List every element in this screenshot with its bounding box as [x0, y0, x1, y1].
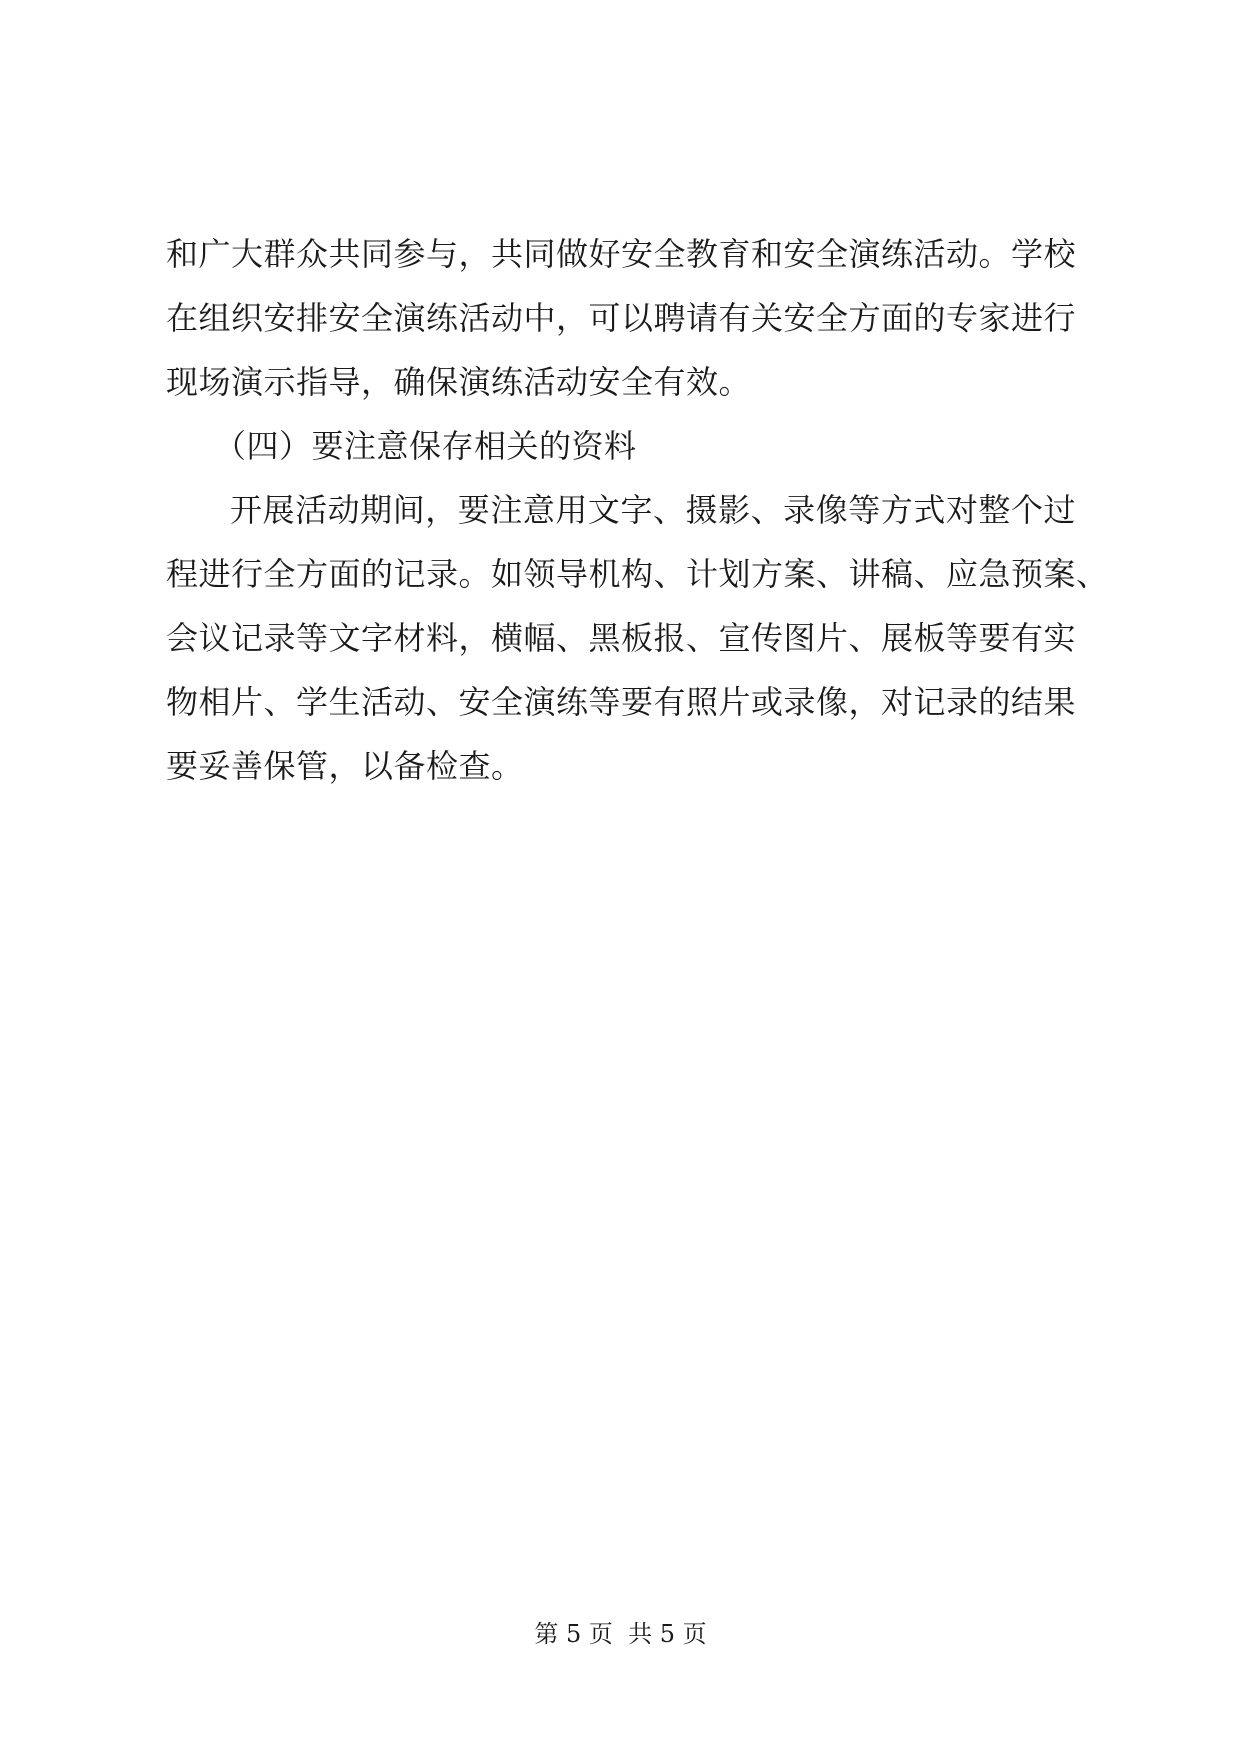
page-footer: 第 5 页 共 5 页	[534, 1620, 707, 1648]
text-line: 和广大群众共同参与，共同做好安全教育和安全演练活动。学校	[166, 235, 1077, 273]
text-line: 要妥善保管，以备检查。	[166, 747, 524, 785]
text-line: 物相片、学生活动、安全演练等要有照片或录像，对记录的结果	[166, 683, 1077, 721]
text-line: 会议记录等文字材料，横幅、黑板报、宣传图片、展板等要有实	[166, 619, 1077, 657]
text-line: 在组织安排安全演练活动中，可以聘请有关安全方面的专家进行	[166, 299, 1077, 337]
section-heading: （四）要注意保存相关的资料	[214, 427, 637, 465]
text-line: 开展活动期间，要注意用文字、摄影、录像等方式对整个过	[230, 491, 1076, 529]
text-line: 现场演示指导，确保演练活动安全有效。	[166, 363, 752, 401]
text-line: 程进行全方面的记录。如领导机构、计划方案、讲稿、应急预案、	[166, 555, 1109, 593]
